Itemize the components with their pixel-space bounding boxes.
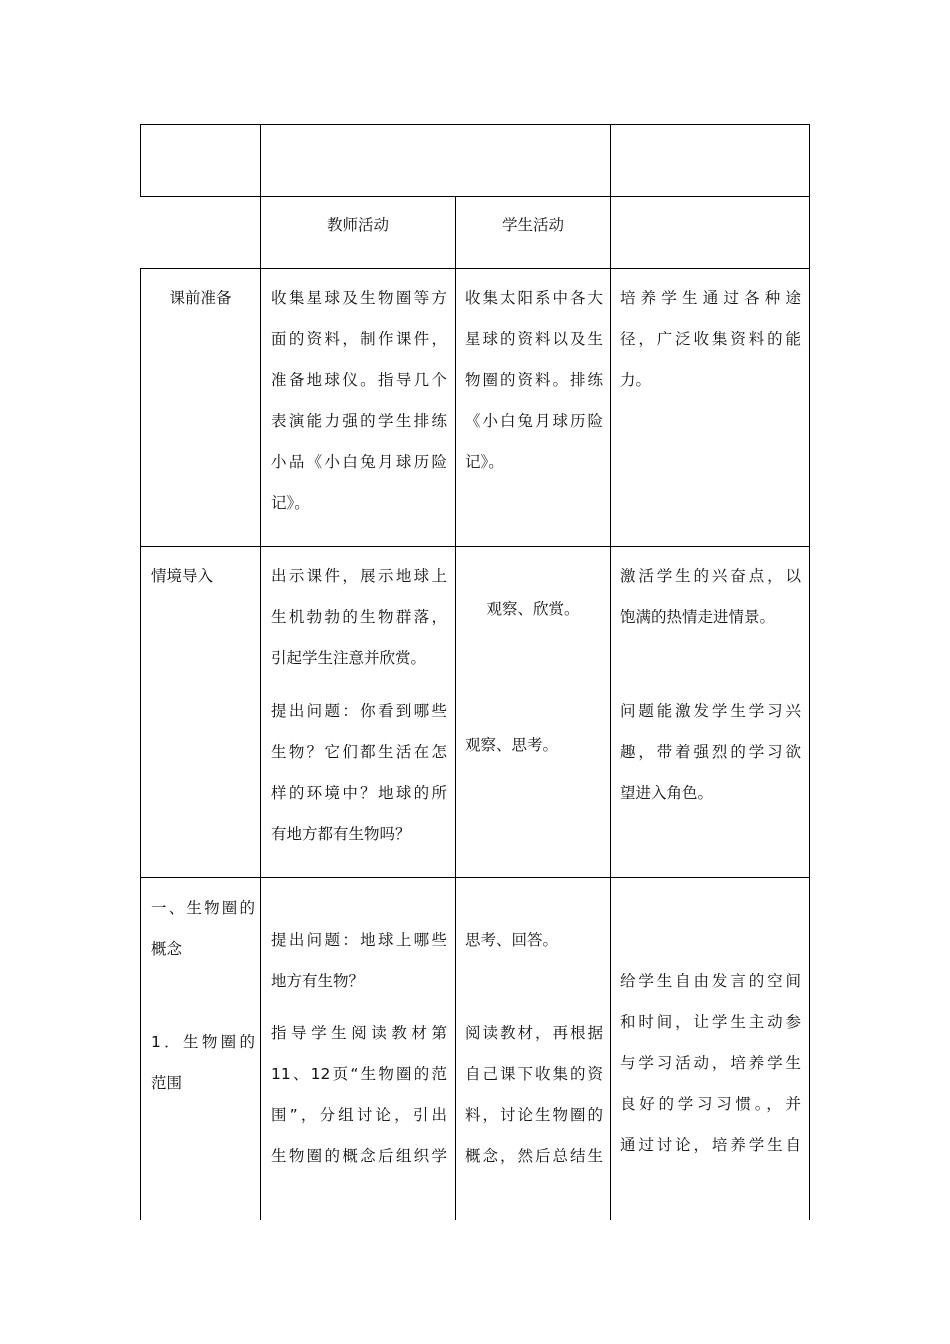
student-activity-text: 思考、回答。 <box>465 931 559 949</box>
text-line: 记》。 <box>271 494 310 512</box>
text-line: 问题能激发学生学习兴 <box>620 702 801 720</box>
student-activity-text: 观察、欣赏。 <box>486 600 580 618</box>
text-line: 料，讨论生物圈的 <box>465 1106 603 1124</box>
text-line: 生机勃勃的生物群落， <box>271 608 447 626</box>
teacher-activity-text <box>271 920 447 1002</box>
design-purpose-text <box>620 556 801 638</box>
design-purpose-text <box>620 691 801 814</box>
text-line: 围”，分组讨论，引出 <box>271 1106 447 1124</box>
text-line: 面的资料，制作课件， <box>271 330 447 348</box>
text-line: 引起学生注意并欣赏。 <box>271 649 427 667</box>
text-line: 力。 <box>620 371 652 389</box>
text-line: 样的环境中？地球的所 <box>271 784 447 802</box>
grid-line <box>260 124 261 1220</box>
text-line: 收集太阳系中各大 <box>465 289 603 307</box>
text-line: 出示课件，展示地球上 <box>271 567 447 585</box>
text-line: 趣，带着强烈的学习欲 <box>620 743 801 761</box>
text-line: 物圈的资料。排练 <box>465 371 603 389</box>
text-line: 生物？它们都生活在怎 <box>271 743 447 761</box>
text-line: 小品《小白兔月球历险 <box>271 453 447 471</box>
text-line: 收集星球及生物圈等方 <box>271 289 447 307</box>
text-line: 与学习活动，培养学生 <box>620 1054 801 1072</box>
text-line: 范围 <box>151 1074 183 1092</box>
text-line: 径，广泛收集资料的能 <box>620 330 801 348</box>
grid-line <box>140 546 810 547</box>
stage-label: 课前准备 <box>169 289 232 307</box>
teacher-activity-text <box>271 278 447 524</box>
stage-label <box>151 1022 255 1104</box>
grid-line <box>140 124 810 125</box>
text-line: 自己课下收集的资 <box>465 1065 603 1083</box>
teacher-activity-text <box>271 556 447 679</box>
stage-label: 情境导入 <box>151 567 214 585</box>
text-line: 阅读教材，再根据 <box>465 1024 603 1042</box>
text-line: 概念 <box>151 940 183 958</box>
text-line: 良好的学习习惯。，并 <box>620 1095 801 1113</box>
stage-label <box>151 888 255 970</box>
text-line: 有地方都有生物吗？ <box>271 825 411 843</box>
text-line: 《小白兔月球历险 <box>465 412 603 430</box>
text-line: 培养学生通过各种途 <box>620 289 801 307</box>
teacher-activity-text <box>271 1013 447 1177</box>
text-line: 指导学生阅读教材第 <box>271 1024 447 1042</box>
student-activity-text <box>465 1013 603 1177</box>
text-line: 概念，然后总结生 <box>465 1147 603 1165</box>
text-line: 和时间，让学生主动参 <box>620 1013 801 1031</box>
text-line: 一、生物圈的 <box>151 899 255 917</box>
text-line: 星球的资料以及生 <box>465 330 603 348</box>
text-line: 记》。 <box>465 453 504 471</box>
text-line: 准备地球仪。指导几个 <box>271 371 447 389</box>
student-activity-text: 观察、思考。 <box>465 736 559 754</box>
header-teacher-activity: 教师活动 <box>326 216 389 234</box>
design-purpose-text <box>620 278 801 401</box>
grid-line <box>809 124 810 1220</box>
text-line: 激活学生的兴奋点，以 <box>620 567 801 585</box>
design-purpose-text <box>620 961 801 1166</box>
text-line: 饱满的热情走进情景。 <box>620 608 776 626</box>
text-line: 给学生自由发言的空间 <box>620 972 801 990</box>
text-line: 地方有生物？ <box>271 972 365 990</box>
text-line: 1．生物圈的 <box>151 1033 255 1051</box>
text-line: 通过讨论，培养学生自 <box>620 1136 801 1154</box>
text-line: 生物圈的概念后组织学 <box>271 1147 447 1165</box>
grid-line <box>140 268 141 1220</box>
grid-line <box>140 268 810 269</box>
text-line: 望进入角色。 <box>620 784 714 802</box>
header-student-activity: 学生活动 <box>501 216 564 234</box>
grid-line <box>140 124 141 197</box>
grid-line <box>610 124 611 1220</box>
student-activity-text <box>465 278 603 483</box>
grid-line <box>455 196 456 1220</box>
grid-line <box>140 877 810 878</box>
text-line: 提出问题：地球上哪些 <box>271 931 447 949</box>
text-line: 表演能力强的学生排练 <box>271 412 447 430</box>
teacher-activity-text <box>271 691 447 855</box>
text-line: 11、12页“生物圈的范 <box>271 1065 447 1083</box>
grid-line <box>140 196 810 197</box>
text-line: 提出问题：你看到哪些 <box>271 702 447 720</box>
